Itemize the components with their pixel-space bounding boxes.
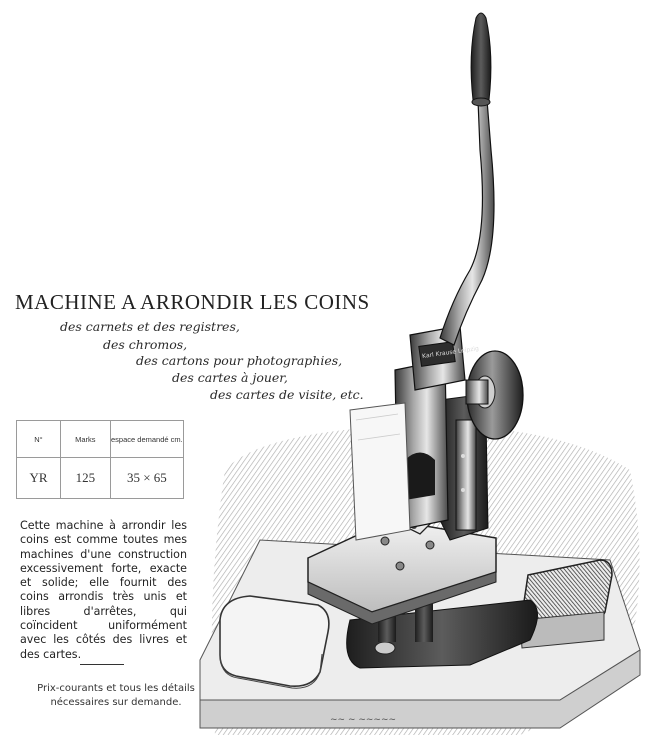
subtitle-line-3: des cartons pour photographies, [136,353,343,368]
spec-header-row [17,421,184,458]
spec-header-marks: Marks [60,421,110,458]
spec-cell-space: 35 × 65 [110,458,183,499]
footer-note: Prix-courants et tous les détails nécessaires sur demande. [37,683,195,708]
svg-text:~~ ~ ~~~~~: ~~ ~ ~~~~~ [330,715,397,725]
spec-header-space: espace demandé cm. [110,421,183,458]
section-divider [80,664,124,665]
maker-plate-label: Karl Krause Leipzig [421,345,480,361]
specification-table [16,420,184,499]
spec-cell-number: YR [17,458,61,499]
page-title: MACHINE A ARRONDIR LES COINS [15,290,370,314]
spec-cell-marks: 125 [60,458,110,499]
subtitle-line-4: des cartes à jouer, [172,370,288,385]
spec-row [17,458,184,499]
subtitle-line-1: des carnets et des registres, [60,319,240,334]
spec-header-number: N° [17,421,61,458]
subtitle-line-2: des chromos, [103,337,188,352]
description-paragraph: Cette machine à arrondir les coins est comme toutes mes machines d'une construction excessivement forte, exacte et solide; elle fournit des coins arrondis très unis et libres d'arrêtes, qui coïncident uniformément avec les côtés des livres et des cartes. [20,519,187,661]
subtitle-line-5: des cartes de visite, etc. [210,387,364,402]
